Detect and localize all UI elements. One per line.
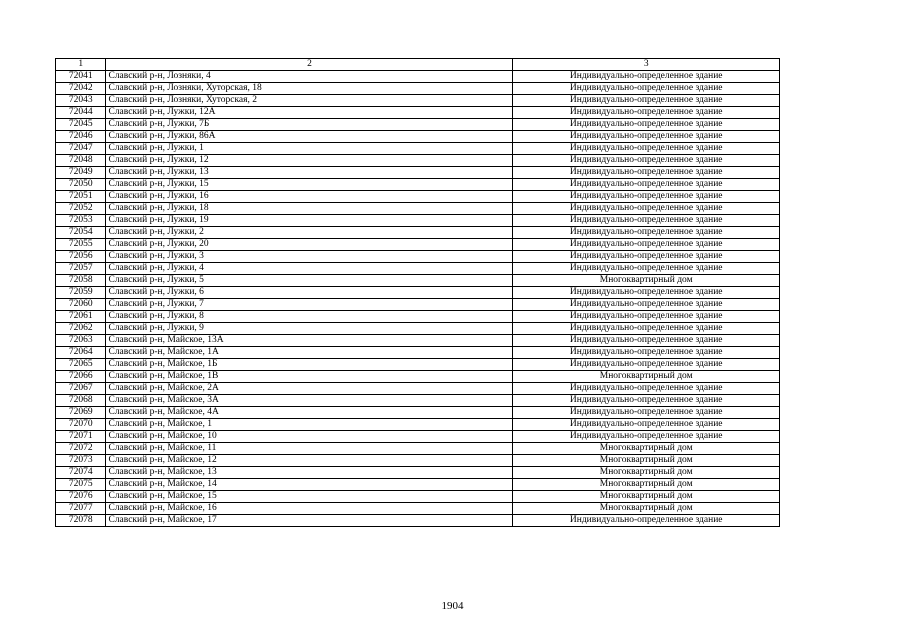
address-cell: Славский р-н, Лужки, 12 — [106, 155, 513, 167]
address-cell: Славский р-н, Лужки, 9 — [106, 323, 513, 335]
row-number-cell: 72064 — [56, 347, 106, 359]
table-row — [56, 299, 780, 311]
row-number-cell: 72076 — [56, 491, 106, 503]
building-type-cell: Индивидуально-определенное здание — [513, 71, 780, 83]
row-number-cell: 72068 — [56, 395, 106, 407]
building-type-cell: Многоквартирный дом — [513, 479, 780, 491]
row-number-cell: 72065 — [56, 359, 106, 371]
row-number-cell: 72059 — [56, 287, 106, 299]
address-cell: Славский р-н, Лужки, 6 — [106, 287, 513, 299]
table-row — [56, 143, 780, 155]
header-col-2: 2 — [106, 59, 513, 71]
table-row — [56, 203, 780, 215]
building-type-cell: Индивидуально-определенное здание — [513, 515, 780, 527]
address-cell: Славский р-н, Лужки, 7Б — [106, 119, 513, 131]
address-cell: Славский р-н, Лужки, 15 — [106, 179, 513, 191]
row-number-cell: 72055 — [56, 239, 106, 251]
row-number-cell: 72043 — [56, 95, 106, 107]
registry-table — [55, 58, 780, 527]
address-cell: Славский р-н, Лужки, 1 — [106, 143, 513, 155]
table-row — [56, 383, 780, 395]
row-number-cell: 72056 — [56, 251, 106, 263]
address-cell: Славский р-н, Майское, 1 — [106, 419, 513, 431]
building-type-cell: Индивидуально-определенное здание — [513, 407, 780, 419]
table-row — [56, 395, 780, 407]
table-row — [56, 167, 780, 179]
row-number-cell: 72078 — [56, 515, 106, 527]
building-type-cell: Многоквартирный дом — [513, 503, 780, 515]
building-type-cell: Индивидуально-определенное здание — [513, 251, 780, 263]
header-col-1: 1 — [56, 59, 106, 71]
table-row — [56, 491, 780, 503]
building-type-cell: Индивидуально-определенное здание — [513, 347, 780, 359]
row-number-cell: 72041 — [56, 71, 106, 83]
building-type-cell: Индивидуально-определенное здание — [513, 203, 780, 215]
address-cell: Славский р-н, Лужки, 2 — [106, 227, 513, 239]
header-col-3: 3 — [513, 59, 780, 71]
address-cell: Славский р-н, Лужки, 7 — [106, 299, 513, 311]
row-number-cell: 72057 — [56, 263, 106, 275]
building-type-cell: Индивидуально-определенное здание — [513, 323, 780, 335]
address-cell: Славский р-н, Майское, 2А — [106, 383, 513, 395]
table-row — [56, 191, 780, 203]
row-number-cell: 72042 — [56, 83, 106, 95]
table-row — [56, 287, 780, 299]
address-cell: Славский р-н, Майское, 16 — [106, 503, 513, 515]
table-row — [56, 335, 780, 347]
building-type-cell: Индивидуально-определенное здание — [513, 167, 780, 179]
address-cell: Славский р-н, Майское, 17 — [106, 515, 513, 527]
row-number-cell: 72060 — [56, 299, 106, 311]
building-type-cell: Индивидуально-определенное здание — [513, 131, 780, 143]
table-row — [56, 215, 780, 227]
building-type-cell: Индивидуально-определенное здание — [513, 395, 780, 407]
building-type-cell: Индивидуально-определенное здание — [513, 179, 780, 191]
table-row — [56, 239, 780, 251]
address-cell: Славский р-н, Лозняки, Хуторская, 2 — [106, 95, 513, 107]
address-cell: Славский р-н, Лужки, 18 — [106, 203, 513, 215]
table-row — [56, 503, 780, 515]
row-number-cell: 72048 — [56, 155, 106, 167]
table-row — [56, 71, 780, 83]
row-number-cell: 72062 — [56, 323, 106, 335]
table-row — [56, 359, 780, 371]
row-number-cell: 72071 — [56, 431, 106, 443]
table-row — [56, 179, 780, 191]
row-number-cell: 72050 — [56, 179, 106, 191]
row-number-cell: 72067 — [56, 383, 106, 395]
building-type-cell: Индивидуально-определенное здание — [513, 287, 780, 299]
row-number-cell: 72045 — [56, 119, 106, 131]
building-type-cell: Индивидуально-определенное здание — [513, 155, 780, 167]
address-cell: Славский р-н, Майское, 11 — [106, 443, 513, 455]
table-row — [56, 455, 780, 467]
building-type-cell: Индивидуально-определенное здание — [513, 191, 780, 203]
address-cell: Славский р-н, Лужки, 5 — [106, 275, 513, 287]
table-row — [56, 431, 780, 443]
building-type-cell: Индивидуально-определенное здание — [513, 107, 780, 119]
address-cell: Славский р-н, Майское, 12 — [106, 455, 513, 467]
table-row — [56, 407, 780, 419]
address-cell: Славский р-н, Майское, 1Б — [106, 359, 513, 371]
table-row — [56, 107, 780, 119]
address-cell: Славский р-н, Лозняки, Хуторская, 18 — [106, 83, 513, 95]
address-cell: Славский р-н, Майское, 4А — [106, 407, 513, 419]
building-type-cell: Многоквартирный дом — [513, 467, 780, 479]
address-cell: Славский р-н, Лужки, 16 — [106, 191, 513, 203]
address-cell: Славский р-н, Лужки, 3 — [106, 251, 513, 263]
row-number-cell: 72063 — [56, 335, 106, 347]
table-row — [56, 371, 780, 383]
row-number-cell: 72052 — [56, 203, 106, 215]
address-cell: Славский р-н, Лужки, 86А — [106, 131, 513, 143]
address-cell: Славский р-н, Лужки, 20 — [106, 239, 513, 251]
row-number-cell: 72049 — [56, 167, 106, 179]
row-number-cell: 72072 — [56, 443, 106, 455]
table-row — [56, 275, 780, 287]
header-row — [56, 59, 780, 71]
row-number-cell: 72058 — [56, 275, 106, 287]
page-number: 1904 — [441, 600, 464, 612]
row-number-cell: 72075 — [56, 479, 106, 491]
row-number-cell: 72074 — [56, 467, 106, 479]
table-row — [56, 443, 780, 455]
building-type-cell: Индивидуально-определенное здание — [513, 359, 780, 371]
row-number-cell: 72077 — [56, 503, 106, 515]
table-row — [56, 227, 780, 239]
building-type-cell: Многоквартирный дом — [513, 455, 780, 467]
table-row — [56, 119, 780, 131]
table-row — [56, 515, 780, 527]
building-type-cell: Многоквартирный дом — [513, 443, 780, 455]
address-cell: Славский р-н, Лужки, 19 — [106, 215, 513, 227]
building-type-cell: Индивидуально-определенное здание — [513, 431, 780, 443]
address-cell: Славский р-н, Майское, 13А — [106, 335, 513, 347]
building-type-cell: Индивидуально-определенное здание — [513, 383, 780, 395]
address-cell: Славский р-н, Майское, 14 — [106, 479, 513, 491]
table-row — [56, 155, 780, 167]
row-number-cell: 72066 — [56, 371, 106, 383]
table-body — [56, 71, 780, 527]
address-cell: Славский р-н, Лужки, 4 — [106, 263, 513, 275]
table-row — [56, 311, 780, 323]
row-number-cell: 72054 — [56, 227, 106, 239]
address-cell: Славский р-н, Майское, 13 — [106, 467, 513, 479]
building-type-cell: Индивидуально-определенное здание — [513, 419, 780, 431]
building-type-cell: Индивидуально-определенное здание — [513, 311, 780, 323]
table-row — [56, 479, 780, 491]
table-row — [56, 419, 780, 431]
building-type-cell: Индивидуально-определенное здание — [513, 263, 780, 275]
building-type-cell: Индивидуально-определенное здание — [513, 215, 780, 227]
building-type-cell: Многоквартирный дом — [513, 371, 780, 383]
table-row — [56, 131, 780, 143]
address-cell: Славский р-н, Майское, 3А — [106, 395, 513, 407]
building-type-cell: Многоквартирный дом — [513, 491, 780, 503]
building-type-cell: Индивидуально-определенное здание — [513, 83, 780, 95]
table-row — [56, 467, 780, 479]
address-cell: Славский р-н, Лужки, 12А — [106, 107, 513, 119]
building-type-cell: Индивидуально-определенное здание — [513, 239, 780, 251]
row-number-cell: 72069 — [56, 407, 106, 419]
row-number-cell: 72053 — [56, 215, 106, 227]
address-cell: Славский р-н, Лужки, 13 — [106, 167, 513, 179]
row-number-cell: 72070 — [56, 419, 106, 431]
table-header — [56, 59, 780, 71]
row-number-cell: 72061 — [56, 311, 106, 323]
address-cell: Славский р-н, Майское, 10 — [106, 431, 513, 443]
building-type-cell: Индивидуально-определенное здание — [513, 119, 780, 131]
address-cell: Славский р-н, Майское, 1В — [106, 371, 513, 383]
row-number-cell: 72046 — [56, 131, 106, 143]
building-type-cell: Индивидуально-определенное здание — [513, 143, 780, 155]
building-type-cell: Многоквартирный дом — [513, 275, 780, 287]
building-type-cell: Индивидуально-определенное здание — [513, 227, 780, 239]
building-type-cell: Индивидуально-определенное здание — [513, 335, 780, 347]
row-number-cell: 72073 — [56, 455, 106, 467]
building-type-cell: Индивидуально-определенное здание — [513, 299, 780, 311]
address-cell: Славский р-н, Лозняки, 4 — [106, 71, 513, 83]
address-cell: Славский р-н, Лужки, 8 — [106, 311, 513, 323]
table-row — [56, 251, 780, 263]
table-row — [56, 83, 780, 95]
building-type-cell: Индивидуально-определенное здание — [513, 95, 780, 107]
row-number-cell: 72047 — [56, 143, 106, 155]
table-row — [56, 323, 780, 335]
row-number-cell: 72044 — [56, 107, 106, 119]
table-row — [56, 95, 780, 107]
address-cell: Славский р-н, Майское, 1А — [106, 347, 513, 359]
row-number-cell: 72051 — [56, 191, 106, 203]
table-row — [56, 347, 780, 359]
address-cell: Славский р-н, Майское, 15 — [106, 491, 513, 503]
table-row — [56, 263, 780, 275]
